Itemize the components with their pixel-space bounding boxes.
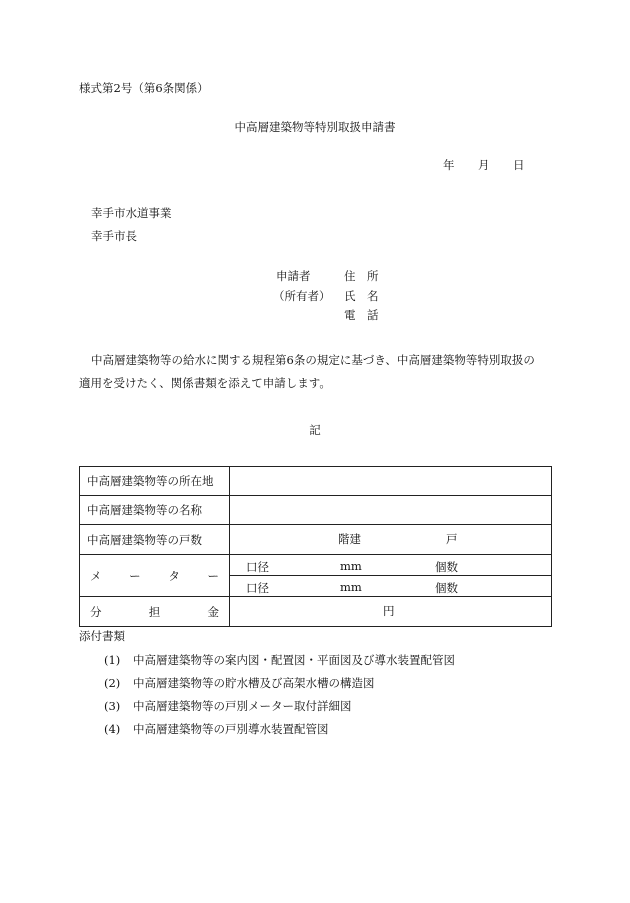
- application-table: [79, 466, 552, 627]
- attachment-no-4: (4): [104, 722, 121, 736]
- meter-line-1: [230, 555, 551, 575]
- charge-char-1: 分: [90, 604, 102, 619]
- body-text-line2: 適用を受けたく、関係書類を添えて申請します。: [79, 376, 331, 390]
- attachment-text-2: 中高層建築物等の貯水槽及び高架水槽の構造図: [133, 676, 375, 690]
- meter1-count-label: 個数: [435, 560, 458, 574]
- name-label: 中高層建築物等の名称: [80, 496, 230, 525]
- addressee-mayor: 幸手市長: [91, 229, 137, 243]
- floors-unit: 階建: [338, 532, 361, 546]
- meter2-count-label: 個数: [435, 581, 458, 595]
- charge-char-2: 担: [148, 604, 161, 619]
- attachment-text-3: 中高層建築物等の戸別メーター取付詳細図: [133, 699, 352, 713]
- meter-char-1: メ: [90, 568, 102, 583]
- body-text-line1: 中高層建築物等の給水に関する規程第6条の規定に基づき、中高層建築物等特別取扱の: [91, 353, 535, 367]
- units-value-cell[interactable]: [230, 525, 552, 555]
- attachment-no-1: (1): [104, 653, 121, 667]
- table-row-units: [80, 525, 552, 555]
- date-day: 日: [513, 158, 525, 172]
- location-label: 中高層建築物等の所在地: [80, 467, 230, 496]
- applicant-address-label: 住 所: [344, 269, 379, 283]
- applicant-phone-label: 電 話: [344, 308, 379, 322]
- charge-value-cell[interactable]: [230, 597, 552, 627]
- table-row-name: [80, 496, 552, 525]
- attachment-text-1: 中高層建築物等の案内図・配置図・平面図及び導水装置配管図: [133, 653, 455, 667]
- attachment-no-2: (2): [104, 676, 121, 690]
- meter-line-2: [230, 575, 551, 596]
- form-number: 様式第2号（第6条関係）: [79, 81, 209, 95]
- meter-char-4: ー: [207, 568, 219, 583]
- table-row-meter: [80, 555, 552, 597]
- date-year: 年: [443, 158, 455, 172]
- meter2-diameter-label: 口径: [246, 581, 269, 595]
- attachment-text-4: 中高層建築物等の戸別導水装置配管図: [133, 722, 329, 736]
- table-row-location: [80, 467, 552, 496]
- meter-char-2: ー: [129, 568, 141, 583]
- attachments-heading: 添付書類: [79, 629, 125, 643]
- meter2-mm-unit: mm: [340, 580, 362, 594]
- applicant-label: 申請者: [276, 269, 311, 283]
- applicant-owner-label: （所有者）: [273, 289, 331, 303]
- attachment-no-3: (3): [104, 699, 121, 713]
- units-unit: 戸: [446, 532, 458, 546]
- meter1-mm-unit: mm: [340, 559, 362, 573]
- meter-label: [80, 555, 230, 597]
- document-title: 中高層建築物等特別取扱申請書: [234, 120, 396, 134]
- charge-unit: 円: [383, 604, 395, 618]
- units-label: 中高層建築物等の戸数: [80, 525, 230, 555]
- applicant-name-label: 氏 名: [344, 289, 379, 303]
- meter-values-cell[interactable]: [230, 555, 552, 597]
- addressee-org: 幸手市水道事業: [91, 206, 172, 220]
- table-row-charge: [80, 597, 552, 627]
- date-month: 月: [478, 158, 490, 172]
- location-value-cell[interactable]: [230, 467, 552, 496]
- charge-char-3: 金: [207, 604, 219, 619]
- meter-char-3: タ: [168, 568, 180, 583]
- name-value-cell[interactable]: [230, 496, 552, 525]
- meter1-diameter-label: 口径: [246, 560, 269, 574]
- charge-label: [80, 597, 230, 627]
- ki-heading: 記: [309, 423, 321, 437]
